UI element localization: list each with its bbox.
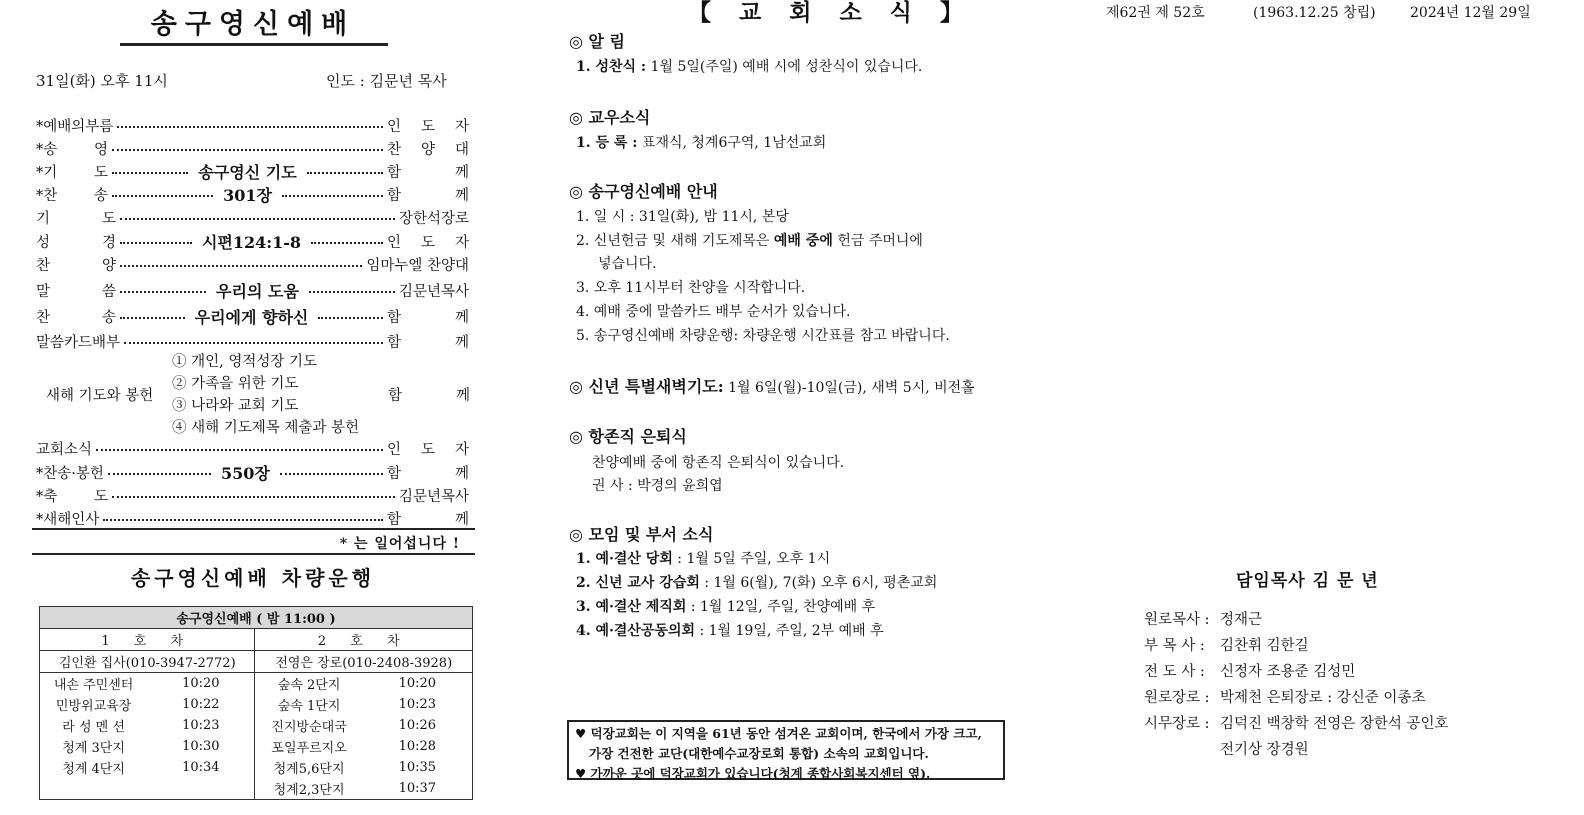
- table-cell: 청계5,6단지: [255, 757, 363, 778]
- table-cell: 10:35: [363, 757, 473, 778]
- staff-names: 김덕진 백창학 전영은 장한석 공인호: [1220, 716, 1449, 732]
- service-time: 31일(화) 오후 11시: [36, 72, 168, 90]
- divider: [32, 553, 475, 555]
- order-item-name: *축 도: [36, 488, 108, 505]
- table-cell: 내손 주민센터: [40, 673, 148, 695]
- order-row: [36, 461, 469, 483]
- leader-dots: [120, 242, 192, 244]
- staff-role: 원로장로 :: [1144, 690, 1210, 706]
- order-item-name: 성 경: [36, 234, 116, 251]
- order-row: [36, 279, 469, 301]
- meeting-name: 3. 예·결산 제직회: [576, 599, 687, 615]
- meeting-item: [576, 620, 884, 640]
- table-row: [40, 694, 473, 715]
- staff-row: [1144, 686, 1425, 707]
- order-row: [36, 253, 469, 275]
- news-line-text: 2. 신년헌금 및 새해 기도제목은: [576, 233, 774, 249]
- table-cell: 10:22: [147, 694, 255, 715]
- table-cell: 라 성 멘 션: [40, 715, 148, 736]
- staff-role: 시무장로 :: [1144, 716, 1210, 732]
- prayer-item: ① 개인, 영적성장 기도: [172, 354, 317, 370]
- staff-names: 김찬휘 김한길: [1220, 638, 1309, 654]
- leader-dots: [120, 218, 395, 220]
- meeting-item: [576, 572, 937, 592]
- bus-section-title: 송구영신예배 차량운행: [130, 566, 376, 590]
- table-cell: [40, 778, 148, 800]
- prayer-item: ④ 새해 기도제목 제출과 봉헌: [172, 420, 360, 436]
- prayer-label: 새해 기도와 봉헌: [46, 388, 154, 404]
- order-row: [36, 183, 469, 205]
- prayer-item: ③ 나라와 교회 기도: [172, 398, 299, 414]
- table-row: [40, 736, 473, 757]
- table-cell: [147, 778, 255, 800]
- leader-dots: [120, 317, 185, 319]
- meeting-name: 4. 예·결산공동의회: [576, 623, 696, 639]
- meeting-name: 2. 신년 교사 강습회: [576, 575, 700, 591]
- car1-header: 1 호 차: [40, 629, 255, 651]
- order-item-name: *송 영: [36, 141, 108, 158]
- order-item-person: 인 도 자: [387, 118, 469, 135]
- staff-row: [1144, 738, 1309, 759]
- order-item-detail: 우리에게 향하신: [194, 307, 309, 327]
- order-item-person: 함 께: [387, 334, 469, 351]
- order-item-person: 인 도 자: [387, 441, 469, 458]
- church-notice-box: [567, 720, 1005, 780]
- table-cell: 10:37: [363, 778, 473, 800]
- leader-dots: [318, 317, 383, 319]
- order-item-name: 찬 양: [36, 257, 116, 274]
- order-item-name: *찬송·봉헌: [36, 465, 104, 482]
- news-line-text: 헌금 주머니에: [832, 233, 923, 249]
- table-row: [40, 673, 473, 695]
- meeting-name: 1. 예·결산 당회: [576, 551, 673, 567]
- order-item-name: 말씀카드배부: [36, 334, 121, 351]
- meeting-detail: : 1월 6(월), 7(화) 오후 6시, 평촌교회: [699, 575, 938, 591]
- founded-date: (1963.12.25 창립): [1253, 5, 1376, 21]
- notice-line: 가장 건전한 교단(대한예수교장로회 통합) 소속의 교회입니다.: [589, 746, 929, 761]
- news-line: 찬양예배 중에 항존직 은퇴식이 있습니다.: [592, 455, 845, 471]
- issue-number: 제62권 제 52호: [1106, 5, 1205, 21]
- leader-dots: [120, 291, 206, 293]
- section-heading: ◎ 신년 특별새벽기도:: [569, 377, 724, 396]
- order-item-name: *찬 송: [36, 187, 108, 204]
- meeting-item: [576, 596, 875, 616]
- table-cell: 10:30: [147, 736, 255, 757]
- order-item-person: 찬 양 대: [387, 141, 469, 158]
- news-line: 넣습니다.: [598, 256, 657, 272]
- section-heading: ◎ 교우소식: [569, 108, 651, 127]
- news-line-emphasis: 예배 중에: [773, 233, 833, 249]
- leader-dots: [282, 195, 383, 197]
- order-item-person: 김문년목사: [398, 283, 469, 300]
- staff-names: 신정자 조용준 김성민: [1220, 664, 1356, 680]
- prayer-who: 함 께: [388, 388, 470, 404]
- leader-dots: [311, 242, 383, 244]
- section-heading: ◎ 항존직 은퇴식: [569, 427, 687, 446]
- table-row: [40, 715, 473, 736]
- order-item-name: *기 도: [36, 164, 108, 181]
- senior-pastor: 담임목사 김 문 년: [1236, 571, 1379, 591]
- leader-dots: [112, 172, 188, 174]
- section-heading: ◎ 송구영신예배 안내: [569, 182, 718, 201]
- staff-names: 전기상 장경원: [1220, 742, 1309, 758]
- table-cell: 10:23: [363, 694, 473, 715]
- news-line: 권 사 : 박경의 윤희엽: [592, 478, 723, 494]
- prayer-item: ② 가족을 위한 기도: [172, 376, 299, 392]
- bus-table-title: 송구영신예배 ( 밤 11:00 ): [40, 607, 473, 629]
- table-cell: 청계2,3단지: [255, 778, 363, 800]
- staff-row: [1144, 712, 1449, 733]
- order-item-person: 함 께: [387, 187, 470, 204]
- order-item-name: *예배의부름: [36, 118, 114, 135]
- news-line: [576, 56, 922, 76]
- table-cell: 청계 3단지: [40, 736, 148, 757]
- order-item-detail: 시편124:1-8: [201, 232, 302, 252]
- bus-schedule-table: [39, 606, 473, 800]
- order-item-name: *새해인사: [36, 511, 100, 528]
- leader-dots: [120, 265, 362, 267]
- leader-dots: [307, 172, 383, 174]
- table-cell: 10:23: [147, 715, 255, 736]
- staff-row: [1144, 634, 1309, 655]
- order-item-name: 기 도: [36, 210, 116, 227]
- table-cell: 숲속 2단지: [255, 673, 363, 695]
- order-item-person: 함 께: [387, 511, 469, 528]
- news-line-key: 1. 등 록 :: [576, 135, 638, 151]
- order-item-person: 인 도 자: [387, 234, 469, 251]
- order-item-detail: 송구영신 기도: [198, 162, 297, 182]
- table-cell: 숲속 1단지: [255, 694, 363, 715]
- order-item-person: 함 께: [387, 309, 470, 326]
- order-item-person: 임마누엘 찬양대: [366, 257, 469, 274]
- order-row: [36, 137, 469, 159]
- leader-dots: [112, 149, 383, 151]
- staff-role: 전 도 사 :: [1144, 664, 1205, 680]
- order-item-person: 김문년목사: [398, 488, 469, 505]
- table-cell: 포일푸르지오: [255, 736, 363, 757]
- table-row: [40, 778, 473, 800]
- news-title: 【 교 회 소 식 】: [688, 0, 973, 26]
- staff-role: 부 목 사 :: [1144, 638, 1205, 654]
- leader-dots: [103, 519, 383, 521]
- order-item-detail: 550장: [221, 463, 270, 483]
- table-cell: 10:20: [363, 673, 473, 695]
- order-item-person: 장한석장로: [398, 210, 469, 227]
- order-row: [36, 160, 469, 182]
- order-item-detail: 301장: [223, 185, 272, 205]
- section-heading: ◎ 모임 및 부서 소식: [569, 525, 714, 544]
- meeting-detail: : 1월 19일, 주일, 2부 예배 후: [695, 623, 884, 639]
- order-row: [36, 330, 469, 352]
- order-item-name: 찬 송: [36, 309, 116, 326]
- meeting-item: [576, 548, 830, 568]
- car1-driver: 김인환 집사(010-3947-2772): [40, 651, 255, 673]
- order-item-person: 함 께: [387, 164, 469, 181]
- table-cell: 10:34: [147, 757, 255, 778]
- order-item-person: 함 께: [387, 465, 469, 482]
- table-cell: 10:26: [363, 715, 473, 736]
- news-line-text: 1월 6일(월)-10일(금), 새벽 5시, 비전홀: [723, 380, 975, 396]
- new-year-prayer-block: [36, 350, 469, 438]
- car2-header: 2 호 차: [255, 629, 473, 651]
- notice-line: ♥ 덕장교회는 이 지역을 61년 동안 섬겨온 교회이며, 한국에서 가장 크고,: [575, 726, 982, 741]
- order-row: [36, 507, 469, 529]
- staff-row: [1144, 660, 1355, 681]
- staff-row: [1144, 608, 1262, 629]
- meeting-detail: : 1월 5일 주일, 오후 1시: [672, 551, 831, 567]
- order-row: [36, 437, 469, 459]
- news-line: 1. 일 시 : 31일(화), 밤 11시, 본당: [576, 209, 789, 225]
- section-heading: ◎ 알 림: [569, 32, 626, 51]
- meeting-detail: : 1월 12일, 주일, 찬양예배 후: [686, 599, 876, 615]
- leader-dots: [112, 496, 395, 498]
- news-line-text: 표재식, 청계6구역, 1남선교회: [637, 135, 827, 151]
- leader-dots: [117, 126, 383, 128]
- car2-driver: 전영은 장로(010-2408-3928): [255, 651, 473, 673]
- order-item-detail: 우리의 도움: [216, 281, 299, 301]
- table-cell: 청계 4단지: [40, 757, 148, 778]
- leader-dots: [112, 195, 213, 197]
- order-row: [36, 206, 469, 228]
- leader-dots: [108, 473, 211, 475]
- order-item-name: 교회소식: [36, 441, 93, 458]
- news-line: 4. 예배 중에 말씀카드 배부 순서가 있습니다.: [576, 304, 851, 320]
- news-line: [569, 374, 975, 397]
- divider: [32, 528, 475, 530]
- leader-dots: [124, 342, 383, 344]
- table-cell: 10:20: [147, 673, 255, 695]
- notice-line: ♥ 가까운 곳에 덕장교회가 있습니다(청계 종합사회복지센터 옆).: [575, 766, 931, 781]
- news-line: 3. 오후 11시부터 찬양을 시작합니다.: [576, 280, 806, 296]
- table-cell: 10:28: [363, 736, 473, 757]
- title-underline: [120, 43, 388, 46]
- service-leader: 인도 : 김문년 목사: [326, 72, 447, 90]
- standing-note: * 는 일어섭니다 !: [339, 536, 460, 552]
- order-row: [36, 484, 469, 506]
- news-line: 5. 송구영신예배 차량운행: 차량운행 시간표를 참고 바랍니다.: [576, 328, 950, 344]
- news-line-text: 1월 5일(주일) 예배 시에 성찬식이 있습니다.: [646, 59, 923, 75]
- table-cell: 진지방순대국: [255, 715, 363, 736]
- news-line: [576, 132, 826, 152]
- staff-role: 원로목사 :: [1144, 612, 1210, 628]
- leader-dots: [309, 291, 395, 293]
- table-cell: 민방위교육장: [40, 694, 148, 715]
- staff-names: 정재근: [1220, 612, 1263, 628]
- order-row: [36, 230, 469, 252]
- news-line-key: 1. 성찬식 :: [576, 59, 647, 75]
- order-item-name: 말 씀: [36, 283, 116, 300]
- order-row: [36, 305, 469, 327]
- order-row: [36, 114, 469, 136]
- service-title: 송구영신예배: [150, 9, 356, 40]
- table-row: [40, 757, 473, 778]
- staff-names: 박제천 은퇴장로 : 강신준 이종초: [1220, 690, 1426, 706]
- news-line: [576, 230, 923, 250]
- bulletin-date: 2024년 12월 29일: [1410, 5, 1531, 21]
- leader-dots: [96, 449, 383, 451]
- leader-dots: [280, 473, 383, 475]
